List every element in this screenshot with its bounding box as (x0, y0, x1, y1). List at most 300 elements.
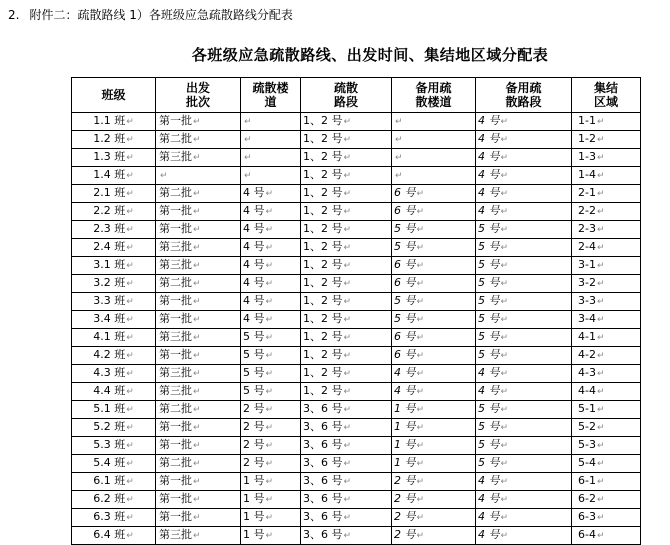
cell-value: 6-4 (578, 528, 596, 541)
cell-assembly-area (572, 455, 641, 473)
paragraph-mark-icon: ↵ (596, 387, 605, 397)
cell-class (72, 491, 156, 509)
cell-value: 6 号 (394, 186, 416, 199)
cell-value: 2.1 班 (93, 186, 126, 199)
cell-route (301, 167, 392, 185)
cell-value: 2 号 (243, 438, 265, 451)
cell-assembly-area (572, 239, 641, 257)
paragraph-mark-icon: ↵ (343, 387, 352, 397)
cell-value: 5 号 (243, 366, 265, 379)
cell-value: 3.4 班 (93, 312, 126, 325)
cell-backup-route (476, 437, 572, 455)
cell-backup-route (476, 131, 572, 149)
cell-value: 5 号 (478, 330, 500, 343)
paragraph-mark-icon: ↵ (343, 351, 352, 361)
cell-value: 第三批 (159, 330, 192, 343)
cell-batch (156, 203, 241, 221)
header-line: 批次 (185, 95, 210, 109)
cell-backup-stairway (392, 365, 476, 383)
cell-assembly-area (572, 185, 641, 203)
cell-value: 5-2 (578, 420, 596, 433)
header-line: 疏散楼 (252, 81, 289, 95)
paragraph-mark-icon: ↵ (265, 333, 274, 343)
table-row (72, 491, 641, 509)
cell-value: 2 号 (243, 420, 265, 433)
cell-route (301, 203, 392, 221)
cell-value: 2 号 (243, 456, 265, 469)
cell-batch (156, 239, 241, 257)
cell-backup-route (476, 347, 572, 365)
cell-value: 4 号 (478, 474, 500, 487)
paragraph-mark-icon: ↵ (500, 513, 509, 523)
cell-value: 1、2 号 (303, 330, 343, 343)
cell-stairway (241, 185, 301, 203)
paragraph-mark-icon: ↵ (265, 261, 274, 271)
cell-backup-route (476, 329, 572, 347)
cell-stairway (241, 113, 301, 131)
cell-value: 4-3 (578, 366, 596, 379)
cell-assembly-area (572, 437, 641, 455)
cell-value: 5-3 (578, 438, 596, 451)
cell-assembly-area (572, 257, 641, 275)
cell-value: 4-1 (578, 330, 596, 343)
paragraph-mark-icon: ↵ (596, 135, 605, 145)
paragraph-mark-icon: ↵ (265, 441, 274, 451)
paragraph-mark-icon: ↵ (343, 117, 352, 127)
cell-assembly-area (572, 419, 641, 437)
cell-assembly-area (572, 203, 641, 221)
cell-value: 1 号 (243, 492, 265, 505)
cell-value: 3、6 号 (303, 510, 343, 523)
paragraph-mark-icon: ↵ (596, 351, 605, 361)
header-assembly-area (572, 78, 641, 113)
paragraph-mark-icon: ↵ (160, 171, 168, 181)
cell-route (301, 221, 392, 239)
cell-batch (156, 383, 241, 401)
cell-assembly-area (572, 293, 641, 311)
cell-value: 3-4 (578, 312, 596, 325)
cell-value: 2 号 (394, 528, 416, 541)
paragraph-mark-icon: ↵ (265, 369, 274, 379)
cell-assembly-area (572, 347, 641, 365)
cell-stairway (241, 491, 301, 509)
cell-value: 4 号 (478, 204, 500, 217)
cell-value: 第三批 (159, 150, 192, 163)
paragraph-mark-icon: ↵ (193, 369, 201, 379)
paragraph-mark-icon: ↵ (500, 261, 509, 271)
cell-backup-route (476, 311, 572, 329)
cell-value: 4 号 (478, 132, 500, 145)
cell-value: 5 号 (243, 330, 265, 343)
header-line: 路段 (333, 95, 358, 109)
cell-value: 1.2 班 (93, 132, 126, 145)
paragraph-mark-icon: ↵ (416, 405, 425, 415)
cell-value: 5 号 (394, 312, 416, 325)
cell-backup-route (476, 149, 572, 167)
evacuation-table (71, 77, 641, 545)
paragraph-mark-icon: ↵ (265, 225, 274, 235)
cell-stairway (241, 311, 301, 329)
paragraph-mark-icon: ↵ (500, 135, 509, 145)
cell-batch (156, 275, 241, 293)
cell-assembly-area (572, 221, 641, 239)
cell-value: 5 号 (243, 348, 265, 361)
cell-value: 4 号 (478, 186, 500, 199)
cell-value: 1、2 号 (303, 366, 343, 379)
cell-route (301, 311, 392, 329)
cell-value: 1 号 (243, 510, 265, 523)
cell-value: 5 号 (478, 312, 500, 325)
paragraph-mark-icon: ↵ (500, 423, 509, 433)
paragraph-mark-icon: ↵ (416, 225, 425, 235)
header-class (72, 78, 156, 113)
paragraph-mark-icon: ↵ (244, 153, 252, 163)
cell-route (301, 509, 392, 527)
cell-value: 1-1 (578, 114, 596, 127)
cell-value: 1 号 (243, 474, 265, 487)
table-row (72, 455, 641, 473)
cell-route (301, 257, 392, 275)
paragraph-mark-icon: ↵ (596, 477, 605, 487)
table-row (72, 257, 641, 275)
table-row (72, 509, 641, 527)
cell-batch (156, 473, 241, 491)
cell-class (72, 347, 156, 365)
cell-batch (156, 437, 241, 455)
header-line: 出发 (185, 81, 210, 95)
cell-backup-stairway (392, 113, 476, 131)
paragraph-mark-icon: ↵ (500, 531, 509, 541)
cell-stairway (241, 167, 301, 185)
paragraph-mark-icon: ↵ (126, 207, 134, 217)
cell-route (301, 365, 392, 383)
paragraph-mark-icon: ↵ (343, 297, 352, 307)
header-batch (156, 78, 241, 113)
paragraph-mark-icon: ↵ (265, 279, 274, 289)
paragraph-mark-icon: ↵ (500, 459, 509, 469)
cell-backup-stairway (392, 203, 476, 221)
paragraph-mark-icon: ↵ (193, 243, 201, 253)
paragraph-mark-icon: ↵ (596, 207, 605, 217)
cell-route (301, 455, 392, 473)
header-line: 疏散 (333, 81, 358, 95)
cell-backup-stairway (392, 131, 476, 149)
cell-assembly-area (572, 149, 641, 167)
cell-backup-stairway (392, 347, 476, 365)
paragraph-mark-icon: ↵ (126, 351, 134, 361)
cell-backup-stairway (392, 383, 476, 401)
cell-class (72, 365, 156, 383)
cell-backup-route (476, 167, 572, 185)
paragraph-mark-icon: ↵ (126, 243, 134, 253)
cell-value: 1、2 号 (303, 312, 343, 325)
cell-class (72, 221, 156, 239)
paragraph-mark-icon: ↵ (416, 459, 425, 469)
cell-class (72, 257, 156, 275)
paragraph-mark-icon: ↵ (126, 423, 134, 433)
cell-backup-route (476, 293, 572, 311)
cell-value: 4 号 (243, 258, 265, 271)
paragraph-mark-icon: ↵ (416, 243, 425, 253)
paragraph-mark-icon: ↵ (193, 225, 201, 235)
cell-value: 第一批 (159, 348, 192, 361)
cell-batch (156, 113, 241, 131)
paragraph-mark-icon: ↵ (193, 387, 201, 397)
cell-value: 4.2 班 (93, 348, 126, 361)
paragraph-mark-icon: ↵ (126, 117, 134, 127)
paragraph-mark-icon: ↵ (265, 531, 274, 541)
cell-backup-stairway (392, 491, 476, 509)
cell-value: 5 号 (478, 402, 500, 415)
table-row (72, 311, 641, 329)
cell-stairway (241, 383, 301, 401)
header-line: 区域 (593, 95, 618, 109)
paragraph-mark-icon: ↵ (265, 351, 274, 361)
paragraph-mark-icon: ↵ (126, 261, 134, 271)
paragraph-mark-icon: ↵ (126, 387, 134, 397)
cell-class (72, 113, 156, 131)
cell-stairway (241, 437, 301, 455)
cell-value: 5 号 (478, 348, 500, 361)
cell-value: 4 号 (478, 384, 500, 397)
cell-class (72, 185, 156, 203)
cell-backup-stairway (392, 239, 476, 257)
paragraph-mark-icon: ↵ (193, 423, 201, 433)
cell-route (301, 329, 392, 347)
table-row (72, 275, 641, 293)
cell-value: 2-4 (578, 240, 596, 253)
paragraph-mark-icon: ↵ (416, 315, 425, 325)
cell-assembly-area (572, 509, 641, 527)
paragraph-mark-icon: ↵ (193, 117, 201, 127)
paragraph-mark-icon: ↵ (343, 171, 352, 181)
paragraph-mark-icon: ↵ (343, 261, 352, 271)
cell-stairway (241, 221, 301, 239)
cell-value: 6.1 班 (93, 474, 126, 487)
cell-value: 6.4 班 (93, 528, 126, 541)
paragraph-mark-icon: ↵ (500, 243, 509, 253)
paragraph-mark-icon: ↵ (500, 153, 509, 163)
cell-value: 5 号 (394, 240, 416, 253)
paragraph-mark-icon: ↵ (126, 531, 134, 541)
paragraph-mark-icon: ↵ (193, 351, 201, 361)
cell-route (301, 419, 392, 437)
cell-backup-stairway (392, 257, 476, 275)
paragraph-mark-icon: ↵ (596, 333, 605, 343)
cell-value: 2-3 (578, 222, 596, 235)
paragraph-mark-icon: ↵ (126, 369, 134, 379)
paragraph-mark-icon: ↵ (265, 243, 274, 253)
cell-value: 第二批 (159, 186, 192, 199)
paragraph-mark-icon: ↵ (343, 135, 352, 145)
table-row (72, 401, 641, 419)
paragraph-mark-icon: ↵ (416, 369, 425, 379)
header-route (301, 78, 392, 113)
cell-value: 5 号 (478, 222, 500, 235)
paragraph-mark-icon: ↵ (193, 333, 201, 343)
paragraph-mark-icon: ↵ (395, 117, 403, 127)
paragraph-mark-icon: ↵ (126, 189, 134, 199)
cell-value: 第一批 (159, 114, 192, 127)
cell-value: 5 号 (478, 438, 500, 451)
paragraph-mark-icon: ↵ (596, 459, 605, 469)
cell-value: 1、2 号 (303, 348, 343, 361)
cell-batch (156, 185, 241, 203)
cell-backup-route (476, 401, 572, 419)
paragraph-mark-icon: ↵ (416, 207, 425, 217)
cell-assembly-area (572, 365, 641, 383)
header-line: 备用疏 (415, 81, 452, 95)
cell-value: 5 号 (478, 258, 500, 271)
cell-value: 1、2 号 (303, 114, 343, 127)
cell-class (72, 239, 156, 257)
table-row (72, 329, 641, 347)
cell-backup-stairway (392, 527, 476, 545)
cell-class (72, 329, 156, 347)
paragraph-mark-icon: ↵ (500, 225, 509, 235)
cell-class (72, 401, 156, 419)
cell-backup-stairway (392, 509, 476, 527)
cell-route (301, 491, 392, 509)
paragraph-mark-icon: ↵ (193, 477, 201, 487)
table-row (72, 437, 641, 455)
cell-value: 6-3 (578, 510, 596, 523)
cell-route (301, 185, 392, 203)
cell-backup-stairway (392, 455, 476, 473)
paragraph-mark-icon: ↵ (596, 189, 605, 199)
paragraph-mark-icon: ↵ (193, 495, 201, 505)
section-heading (8, 7, 293, 23)
paragraph-mark-icon: ↵ (596, 369, 605, 379)
cell-stairway (241, 401, 301, 419)
cell-value: 第一批 (159, 294, 192, 307)
cell-batch (156, 311, 241, 329)
cell-backup-stairway (392, 293, 476, 311)
cell-class (72, 509, 156, 527)
paragraph-mark-icon: ↵ (416, 477, 425, 487)
paragraph-mark-icon: ↵ (343, 189, 352, 199)
cell-assembly-area (572, 113, 641, 131)
cell-value: 3、6 号 (303, 438, 343, 451)
table-row (72, 293, 641, 311)
cell-value: 2 号 (394, 492, 416, 505)
table-row (72, 167, 641, 185)
paragraph-mark-icon: ↵ (416, 279, 425, 289)
cell-backup-stairway (392, 437, 476, 455)
paragraph-mark-icon: ↵ (343, 369, 352, 379)
cell-backup-stairway (392, 419, 476, 437)
table-body (72, 113, 641, 545)
cell-value: 2.2 班 (93, 204, 126, 217)
paragraph-mark-icon: ↵ (416, 531, 425, 541)
cell-assembly-area (572, 311, 641, 329)
cell-backup-route (476, 491, 572, 509)
cell-value: 5.1 班 (93, 402, 126, 415)
cell-value: 第一批 (159, 312, 192, 325)
cell-stairway (241, 131, 301, 149)
section-number: 2. (8, 8, 20, 22)
cell-value: 5-1 (578, 402, 596, 415)
table-row (72, 347, 641, 365)
cell-value: 1、2 号 (303, 150, 343, 163)
paragraph-mark-icon: ↵ (500, 297, 509, 307)
table-row (72, 239, 641, 257)
cell-class (72, 293, 156, 311)
cell-backup-stairway (392, 185, 476, 203)
cell-stairway (241, 473, 301, 491)
cell-route (301, 347, 392, 365)
table-row (72, 473, 641, 491)
cell-value: 6 号 (394, 258, 416, 271)
paragraph-mark-icon: ↵ (126, 171, 134, 181)
paragraph-mark-icon: ↵ (500, 117, 509, 127)
paragraph-mark-icon: ↵ (596, 171, 605, 181)
cell-value: 3、6 号 (303, 402, 343, 415)
paragraph-mark-icon: ↵ (126, 225, 134, 235)
cell-backup-route (476, 527, 572, 545)
cell-assembly-area (572, 131, 641, 149)
paragraph-mark-icon: ↵ (416, 513, 425, 523)
paragraph-mark-icon: ↵ (343, 153, 352, 163)
cell-value: 3.3 班 (93, 294, 126, 307)
cell-value: 第二批 (159, 456, 192, 469)
cell-value: 4-2 (578, 348, 596, 361)
cell-value: 4 号 (243, 276, 265, 289)
cell-value: 1、2 号 (303, 258, 343, 271)
table-row (72, 149, 641, 167)
cell-class (72, 167, 156, 185)
cell-stairway (241, 455, 301, 473)
cell-class (72, 419, 156, 437)
header-stairway (241, 78, 301, 113)
table-row (72, 185, 641, 203)
cell-value: 2.3 班 (93, 222, 126, 235)
table-header-row (72, 78, 641, 113)
cell-value: 2-2 (578, 204, 596, 217)
cell-value: 4 号 (243, 186, 265, 199)
paragraph-mark-icon: ↵ (193, 189, 201, 199)
paragraph-mark-icon: ↵ (596, 405, 605, 415)
cell-value: 4 号 (478, 168, 500, 181)
cell-route (301, 293, 392, 311)
cell-value: 4 号 (243, 240, 265, 253)
cell-backup-route (476, 221, 572, 239)
paragraph-mark-icon: ↵ (126, 153, 134, 163)
cell-stairway (241, 149, 301, 167)
cell-value: 5.4 班 (93, 456, 126, 469)
cell-stairway (241, 365, 301, 383)
cell-stairway (241, 257, 301, 275)
cell-batch (156, 131, 241, 149)
cell-value: 1-3 (578, 150, 596, 163)
cell-value: 2 号 (394, 510, 416, 523)
paragraph-mark-icon: ↵ (416, 333, 425, 343)
paragraph-mark-icon: ↵ (416, 189, 425, 199)
cell-value: 4 号 (243, 312, 265, 325)
cell-stairway (241, 527, 301, 545)
paragraph-mark-icon: ↵ (343, 207, 352, 217)
paragraph-mark-icon: ↵ (126, 297, 134, 307)
table-row (72, 203, 641, 221)
table-row (72, 419, 641, 437)
paragraph-mark-icon: ↵ (126, 279, 134, 289)
cell-value: 4-4 (578, 384, 596, 397)
paragraph-mark-icon: ↵ (126, 135, 134, 145)
cell-value: 4.1 班 (93, 330, 126, 343)
paragraph-mark-icon: ↵ (395, 153, 403, 163)
table-row (72, 365, 641, 383)
cell-value: 1.4 班 (93, 168, 126, 181)
